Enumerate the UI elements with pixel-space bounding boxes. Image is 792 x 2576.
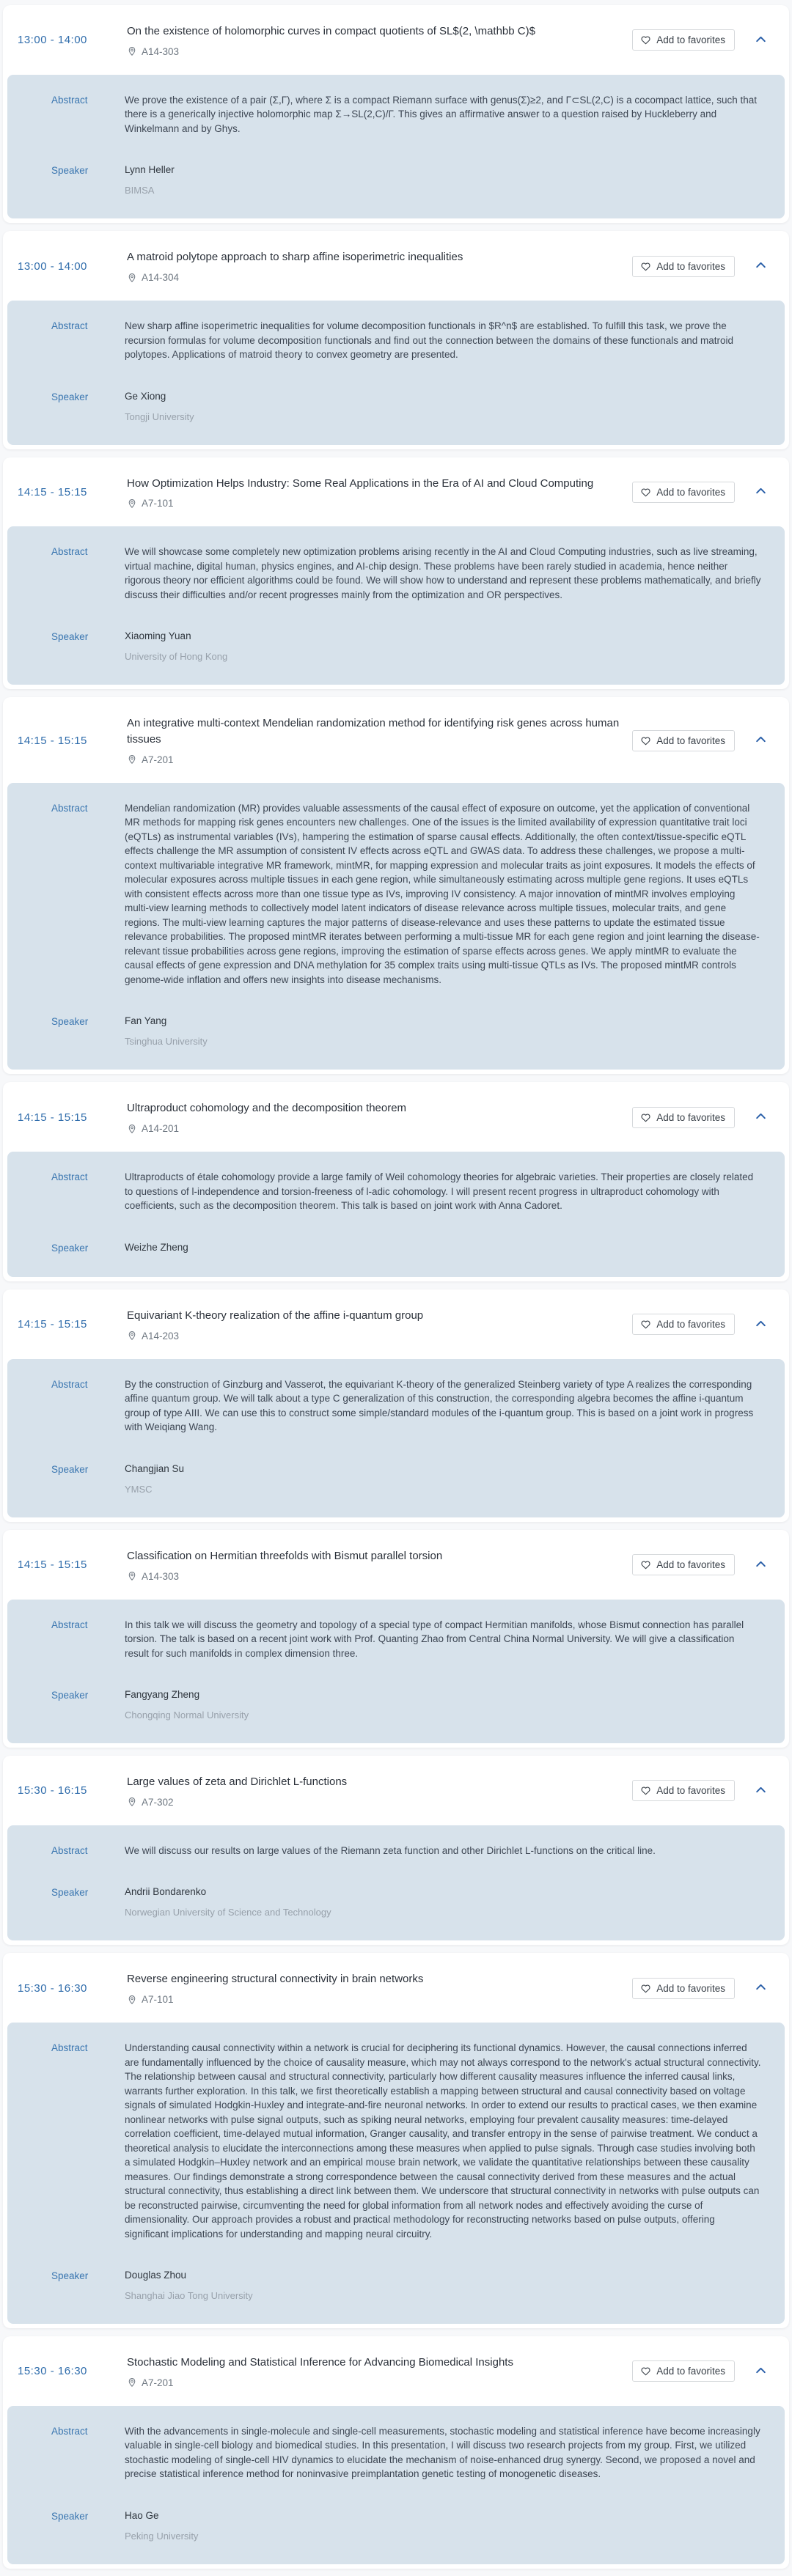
abstract-text: Understanding causal connectivity within a network is crucial for deciphering its functional dynamics. However, the causal connections inferred are fundamentally influenced by the choice of causality measure, which may not always correspond to the network's actual structural connectivity. The relationship between causal and structural connectivity, particularly how different causality measures influence the inferred causal links, warrants further exploration. In this talk, we first theoretically establish a mapping between structural and causal connectivity based on voltage signals of simulated Hodgkin-Huxley and integrate-and-fire neuronal networks. In order to extend our results to practical cases, we then examine nonlinear networks with pulse signal outputs, such as spiking neural networks, employing four prevalent causality measures: time-delayed correlation coefficient, time-delayed mutual information, Granger causality, and transfer entropy in the sense of pairwise treatment. We conduct a theoretical analysis to elucidate the interconnections among these measures when applied to pulse signals. Through case studies involving both a simulated Hodgkin–Huxley network and an empirical mouse brain network, we validate the quantitative relationships between these causality measures. Our findings demonstrate a strong correspondence between the causal connectivity derived from these measures and the actual structural connectivity, thus establishing a direct link between them. We underscore that structural connectivity in networks with pulse outputs can be reconstructed pairwise, circumventing the need for global information from all network nodes and effectively avoiding the curse of dimensionality. Our approach provides a robust and practical methodology for reconstructing networks based on pulse outputs, offering significant implications for understanding and mapping neural circuitry. <box>125 2042 761 2240</box>
session-title-block <box>127 2355 632 2388</box>
heart-icon <box>640 735 651 746</box>
speaker-row <box>7 1462 785 1495</box>
speaker-row <box>7 390 785 423</box>
session-title: How Optimization Helps Industry: Some Real Applications in the Era of AI and Cloud Computing <box>127 476 594 490</box>
speaker-label: Speaker <box>51 165 89 177</box>
session-details <box>7 783 785 1070</box>
speaker-block <box>125 163 785 196</box>
map-pin-icon <box>127 46 137 56</box>
session-actions <box>632 1978 774 1999</box>
session-time: 13:00 - 14:00 <box>18 34 87 47</box>
session-card <box>3 2336 789 2569</box>
speaker-label: Speaker <box>51 2510 89 2522</box>
speaker-name: Hao Ge <box>125 2509 159 2521</box>
collapse-button[interactable] <box>753 1556 769 1574</box>
chevron-up-icon <box>755 259 767 273</box>
heart-icon <box>640 261 651 272</box>
add-to-favorites-label: Add to favorites <box>656 260 725 272</box>
session-header <box>7 1082 785 1152</box>
speaker-name: Changjian Su <box>125 1462 185 1474</box>
add-to-favorites-button[interactable] <box>632 29 735 51</box>
session-time: 14:15 - 15:15 <box>18 485 87 498</box>
session-card <box>3 1530 789 1748</box>
speaker-label: Speaker <box>51 1242 89 1254</box>
session-header <box>7 231 785 301</box>
heart-icon <box>640 1319 651 1330</box>
speaker-affiliation: YMSC <box>125 1483 153 1495</box>
add-to-favorites-button[interactable] <box>632 482 735 503</box>
speaker-name: Fan Yang <box>125 1015 167 1027</box>
abstract-text: In this talk we will discuss the geometry and topology of a special type of compact Hermitian manifolds, whose Bismut connection has parallel torsion. The talk is based on a recent joint work with Prof. Quanting Zhao from Central China Normal University. We will give a classification result for such manifolds in complex dimension three. <box>125 1619 744 1659</box>
speaker-block <box>125 2269 785 2302</box>
abstract-row <box>7 2424 785 2481</box>
session-actions <box>632 1107 774 1128</box>
speaker-affiliation: University of Hong Kong <box>125 651 228 663</box>
chevron-up-icon <box>755 1110 767 1125</box>
speaker-row <box>7 2269 785 2302</box>
session-details <box>7 1600 785 1744</box>
speaker-row <box>7 1241 785 1256</box>
session-time: 15:30 - 16:30 <box>18 2365 87 2378</box>
session-room-label: A14-201 <box>142 1123 180 1134</box>
speaker-name: Xiaoming Yuan <box>125 630 191 642</box>
session-details <box>7 301 785 445</box>
session-card <box>3 231 789 449</box>
heart-icon <box>640 1112 651 1123</box>
session-actions <box>632 730 774 751</box>
session-card <box>3 457 789 690</box>
speaker-row <box>7 630 785 663</box>
session-title-block <box>127 715 632 765</box>
collapse-button[interactable] <box>753 1108 769 1126</box>
speaker-affiliation: Tsinghua University <box>125 1036 208 1048</box>
session-room-label: A7-201 <box>142 754 174 765</box>
session-actions <box>632 2360 774 2382</box>
session-header <box>7 1289 785 1359</box>
session-details <box>7 1825 785 1941</box>
speaker-label: Speaker <box>51 1016 89 1028</box>
session-room <box>127 46 619 57</box>
chevron-up-icon <box>755 1981 767 1995</box>
session-actions <box>632 256 774 277</box>
speaker-name: Ge Xiong <box>125 390 166 402</box>
add-to-favorites-button[interactable] <box>632 2360 735 2382</box>
session-room <box>127 498 619 509</box>
abstract-row <box>7 801 785 987</box>
speaker-row <box>7 1885 785 1918</box>
add-to-favorites-label: Add to favorites <box>656 1111 725 1123</box>
abstract-text: New sharp affine isoperimetric inequalities for volume decomposition functionals in $R^n$ are established. To fulfill this task, we prove the recursion formulas for volume decomposition functionals and find out the connection between the domains of these functionals and matroid polytopes. Applications of matroid theory to convex geometry are presented. <box>125 320 733 360</box>
speaker-label: Speaker <box>51 631 89 643</box>
speaker-name: Andrii Bondarenko <box>125 1886 207 1898</box>
session-time: 14:15 - 15:15 <box>18 1318 87 1331</box>
session-card <box>3 697 789 1074</box>
map-pin-icon <box>127 1797 137 1807</box>
session-room <box>127 1571 619 1582</box>
session-card <box>3 1289 789 1522</box>
map-pin-icon <box>127 1124 137 1134</box>
heart-icon <box>640 1785 651 1796</box>
session-header <box>7 5 785 75</box>
session-title-block <box>127 1971 632 2005</box>
session-time: 15:30 - 16:15 <box>18 1784 87 1797</box>
speaker-affiliation: Chongqing Normal University <box>125 1710 249 1721</box>
add-to-favorites-button[interactable] <box>632 1107 735 1128</box>
heart-icon <box>640 2366 651 2377</box>
session-title: A matroid polytope approach to sharp affine isoperimetric inequalities <box>127 251 463 264</box>
session-actions <box>632 1780 774 1801</box>
speaker-block <box>125 390 785 423</box>
add-to-favorites-button[interactable] <box>632 1780 735 1801</box>
session-header <box>7 2336 785 2406</box>
add-to-favorites-label: Add to favorites <box>656 1319 725 1331</box>
session-details <box>7 2023 785 2324</box>
collapse-button[interactable] <box>753 2363 769 2380</box>
session-details <box>7 526 785 685</box>
session-header <box>7 457 785 527</box>
session-title-block <box>127 476 632 509</box>
abstract-text: We prove the existence of a pair (Σ,Γ), where Σ is a compact Riemann surface with genus(Σ)≥2, and Γ⊂SL(2,C) is a cocompact lattice, such that there is a generically injective holomorphic map Σ→SL(2,C)/Γ. This gives an affirmative answer to a question raised by Huckleberry and Winkelmann and by Ghys. <box>125 94 757 134</box>
add-to-favorites-label: Add to favorites <box>656 34 725 46</box>
session-title: Reverse engineering structural connectivity in brain networks <box>127 1973 424 1986</box>
abstract-label: Abstract <box>51 2042 88 2053</box>
session-time: 14:15 - 15:15 <box>18 1111 87 1124</box>
session-room <box>127 1123 619 1134</box>
session-card <box>3 1756 789 1945</box>
map-pin-icon <box>127 498 137 509</box>
session-title-block <box>127 1548 632 1582</box>
session-actions <box>632 1314 774 1335</box>
abstract-label: Abstract <box>51 546 88 558</box>
session-title: Equivariant K-theory realization of the affine i-quantum group <box>127 1309 424 1322</box>
abstract-row <box>7 1170 785 1213</box>
session-room <box>127 754 619 765</box>
speaker-name: Douglas Zhou <box>125 2270 187 2281</box>
chevron-up-icon <box>755 1558 767 1572</box>
session-actions <box>632 29 774 51</box>
chevron-up-icon <box>755 733 767 748</box>
speaker-row <box>7 163 785 196</box>
abstract-label: Abstract <box>51 2425 88 2437</box>
add-to-favorites-label: Add to favorites <box>656 735 725 746</box>
abstract-label: Abstract <box>51 320 88 331</box>
session-time: 14:15 - 15:15 <box>18 1559 87 1572</box>
session-title-block <box>127 1774 632 1808</box>
session-room-label: A14-203 <box>142 1330 180 1342</box>
session-time: 15:30 - 16:30 <box>18 1981 87 1995</box>
collapse-button[interactable] <box>753 257 769 275</box>
speaker-affiliation: Peking University <box>125 2530 199 2542</box>
collapse-button[interactable] <box>753 1316 769 1333</box>
session-title-block <box>127 1308 632 1342</box>
session-title: Ultraproduct cohomology and the decomposition theorem <box>127 1102 407 1115</box>
speaker-block <box>125 1462 785 1495</box>
session-title: Large values of zeta and Dirichlet L-functions <box>127 1775 348 1788</box>
add-to-favorites-button[interactable] <box>632 730 735 751</box>
collapse-button[interactable] <box>753 732 769 749</box>
add-to-favorites-label: Add to favorites <box>656 1982 725 1994</box>
session-header <box>7 1530 785 1600</box>
session-room <box>127 272 619 283</box>
session-room-label: A7-101 <box>142 498 174 509</box>
speaker-block <box>125 1241 785 1256</box>
speaker-affiliation: Norwegian University of Science and Technology <box>125 1907 331 1918</box>
session-card <box>3 1082 789 1281</box>
abstract-label: Abstract <box>51 1378 88 1390</box>
session-room-label: A14-303 <box>142 1570 180 1582</box>
speaker-block <box>125 1015 785 1048</box>
map-pin-icon <box>127 273 137 283</box>
session-room <box>127 1994 619 2005</box>
session-header <box>7 1756 785 1825</box>
speaker-row <box>7 2509 785 2542</box>
session-header <box>7 697 785 783</box>
heart-icon <box>640 487 651 498</box>
abstract-row <box>7 319 785 362</box>
add-to-favorites-button[interactable] <box>632 1314 735 1335</box>
abstract-row <box>7 1377 785 1435</box>
add-to-favorites-label: Add to favorites <box>656 2366 725 2377</box>
abstract-label: Abstract <box>51 94 88 106</box>
speaker-block <box>125 1688 785 1721</box>
session-title-block <box>127 23 632 57</box>
speaker-label: Speaker <box>51 1690 89 1701</box>
abstract-text: With the advancements in single-molecule and single-cell measurements, stochastic modeling and statistical inference have become increasingly valuable in single-cell biology and biomedical studies. In this presentation, I will discuss two research projects from my group. First, we utilized stochastic modeling of single-cell HIV dynamics to elucidate the mechanism of noise-enhanced drug synergy. Second, we proposed a novel and precise statistical inference method for noninvasive preimplantation genetic testing of monogenetic diseases. <box>125 2425 760 2480</box>
heart-icon <box>640 1983 651 1994</box>
session-room <box>127 1797 619 1808</box>
add-to-favorites-label: Add to favorites <box>656 486 725 498</box>
abstract-text: Ultraproducts of étale cohomology provide a large family of Weil cohomology theories for algebraic varieties. Their properties are closely related to questions of l-independence and torsion-freeness of l-adic cohomology. I will present recent progress in ultraproduct cohomology with coefficients, such as the decomposition theorem. This talk is based on joint work with Anna Cadoret. <box>125 1171 754 1211</box>
speaker-affiliation: Tongji University <box>125 411 194 422</box>
heart-icon <box>640 1559 651 1570</box>
session-details <box>7 1359 785 1517</box>
speaker-block <box>125 1885 785 1918</box>
session-room-label: A7-101 <box>142 1994 174 2005</box>
session-room-label: A14-303 <box>142 45 180 57</box>
collapse-button[interactable] <box>753 1979 769 1997</box>
session-room-label: A7-302 <box>142 1796 174 1808</box>
session-title: On the existence of holomorphic curves in compact quotients of SL$(2, \mathbb C)$ <box>127 25 535 37</box>
abstract-row <box>7 1618 785 1661</box>
session-time: 14:15 - 15:15 <box>18 734 87 747</box>
map-pin-icon <box>127 1995 137 2005</box>
collapse-button[interactable] <box>753 1782 769 1800</box>
speaker-affiliation: Shanghai Jiao Tong University <box>125 2290 253 2301</box>
session-card <box>3 1953 789 2328</box>
map-pin-icon <box>127 1571 137 1581</box>
session-title: An integrative multi-context Mendelian randomization method for identifying risk genes across human tissues <box>127 717 620 746</box>
collapse-button[interactable] <box>753 483 769 501</box>
abstract-text: Mendelian randomization (MR) provides valuable assessments of the causal effect of exposure on outcome, yet the application of conventional MR methods for mapping risk genes encounters new challenges. One of the issues is the limited availability of expression quantitative trait loci (eQTLs) as instrumental variables (IVs), hampering the estimation of sparse causal effects. Additionally, the often context/tissue-specific eQTL effects challenge the MR assumption of consistent IV effects across eQTL and GWAS data. To address these challenges, we propose a multi-context multivariable integrative MR framework, mintMR, for mapping expression and molecular traits as joint exposures. It models the effects of molecular exposures across multiple tissues in each gene region, while simultaneously estimating across multiple gene regions. It uses eQTLs with consistent effects across more than one tissue type as IVs, improving IV consistency. A major innovation of mintMR involves employing multi-view learning methods to collectively model latent indicators of disease relevance across multiple tissues, molecular traits, and gene regions. The multi-view learning captures the major patterns of disease-relevance and uses these patterns to update the estimated tissue relevance probabilities. The proposed mintMR iterates between performing a multi-tissue MR for each gene region and joint learning the disease-relevant tissue probabilities across gene regions, improving the estimation of sparse effects across genes. We apply mintMR to evaluate the causal effects of gene expression and DNA methylation for 35 complex traits using multi-tissue QTLs as IVs. The proposed mintMR controls genome-wide inflation and offers new insights into disease mechanisms. <box>125 802 760 985</box>
session-title-block <box>127 1100 632 1134</box>
add-to-favorites-button[interactable] <box>632 256 735 277</box>
add-to-favorites-button[interactable] <box>632 1978 735 1999</box>
abstract-label: Abstract <box>51 1844 88 1856</box>
speaker-label: Speaker <box>51 2270 89 2281</box>
session-room-label: A14-304 <box>142 272 180 283</box>
speaker-block <box>125 2509 785 2542</box>
map-pin-icon <box>127 1331 137 1341</box>
speaker-row <box>7 1688 785 1721</box>
add-to-favorites-label: Add to favorites <box>656 1559 725 1571</box>
chevron-up-icon <box>755 485 767 499</box>
map-pin-icon <box>127 754 137 765</box>
session-details <box>7 75 785 219</box>
abstract-label: Abstract <box>51 1171 88 1182</box>
session-room <box>127 2377 619 2388</box>
map-pin-icon <box>127 2377 137 2388</box>
add-to-favorites-button[interactable] <box>632 1554 735 1575</box>
add-to-favorites-label: Add to favorites <box>656 1785 725 1797</box>
speaker-affiliation: BIMSA <box>125 185 155 196</box>
session-details <box>7 2406 785 2564</box>
speaker-block <box>125 630 785 663</box>
chevron-up-icon <box>755 2364 767 2379</box>
abstract-text: We will discuss our results on large values of the Riemann zeta function and other Dirichlet L-functions on the critical line. <box>125 1844 656 1856</box>
session-header <box>7 1953 785 2023</box>
speaker-name: Weizhe Zheng <box>125 1241 188 1253</box>
abstract-row <box>7 93 785 136</box>
abstract-row <box>7 2041 785 2241</box>
speaker-name: Fangyang Zheng <box>125 1689 200 1700</box>
session-title: Classification on Hermitian threefolds with Bismut parallel torsion <box>127 1549 443 1562</box>
session-room <box>127 1331 619 1342</box>
abstract-row <box>7 1844 785 1858</box>
session-room-label: A7-201 <box>142 2377 174 2388</box>
abstract-text: By the construction of Ginzburg and Vasserot, the equivariant K-theory of the generalized Steinberg variety of type A realizes the corresponding affine quantum group. We will talk about a type C generalization of this construction, the corresponding algebra becomes the affine i-quantum group of type AIII. We can use this to construct some simple/standard modules of the i-quantum group. This is based on a joint work in progress with Weiqiang Wang. <box>125 1378 754 1433</box>
speaker-label: Speaker <box>51 1887 89 1899</box>
chevron-up-icon <box>755 33 767 48</box>
abstract-row <box>7 545 785 602</box>
session-actions <box>632 482 774 503</box>
speaker-label: Speaker <box>51 391 89 402</box>
abstract-text: We will showcase some completely new optimization problems arising recently in the AI and Cloud Computing industries, such as live streaming, virtual machine, digital human, physics engines, and AI-chip design. These problems have been rarely studied in academia, hence neither rigorous theory nor efficient algorithms could be found. We will show how to understand and represent these problems mathematically, and briefly discuss their difficulties and/or recent progresses mainly from the optimization and OR perspectives. <box>125 546 761 600</box>
chevron-up-icon <box>755 1317 767 1332</box>
speaker-name: Lynn Heller <box>125 164 175 176</box>
abstract-label: Abstract <box>51 1619 88 1630</box>
session-title: Stochastic Modeling and Statistical Inference for Advancing Biomedical Insights <box>127 2356 513 2369</box>
session-actions <box>632 1554 774 1575</box>
abstract-label: Abstract <box>51 802 88 814</box>
speaker-label: Speaker <box>51 1463 89 1475</box>
speaker-row <box>7 1015 785 1048</box>
session-details <box>7 1152 785 1277</box>
session-time: 13:00 - 14:00 <box>18 260 87 273</box>
heart-icon <box>640 34 651 45</box>
collapse-button[interactable] <box>753 32 769 49</box>
chevron-up-icon <box>755 1784 767 1798</box>
session-card <box>3 5 789 223</box>
session-title-block <box>127 249 632 283</box>
